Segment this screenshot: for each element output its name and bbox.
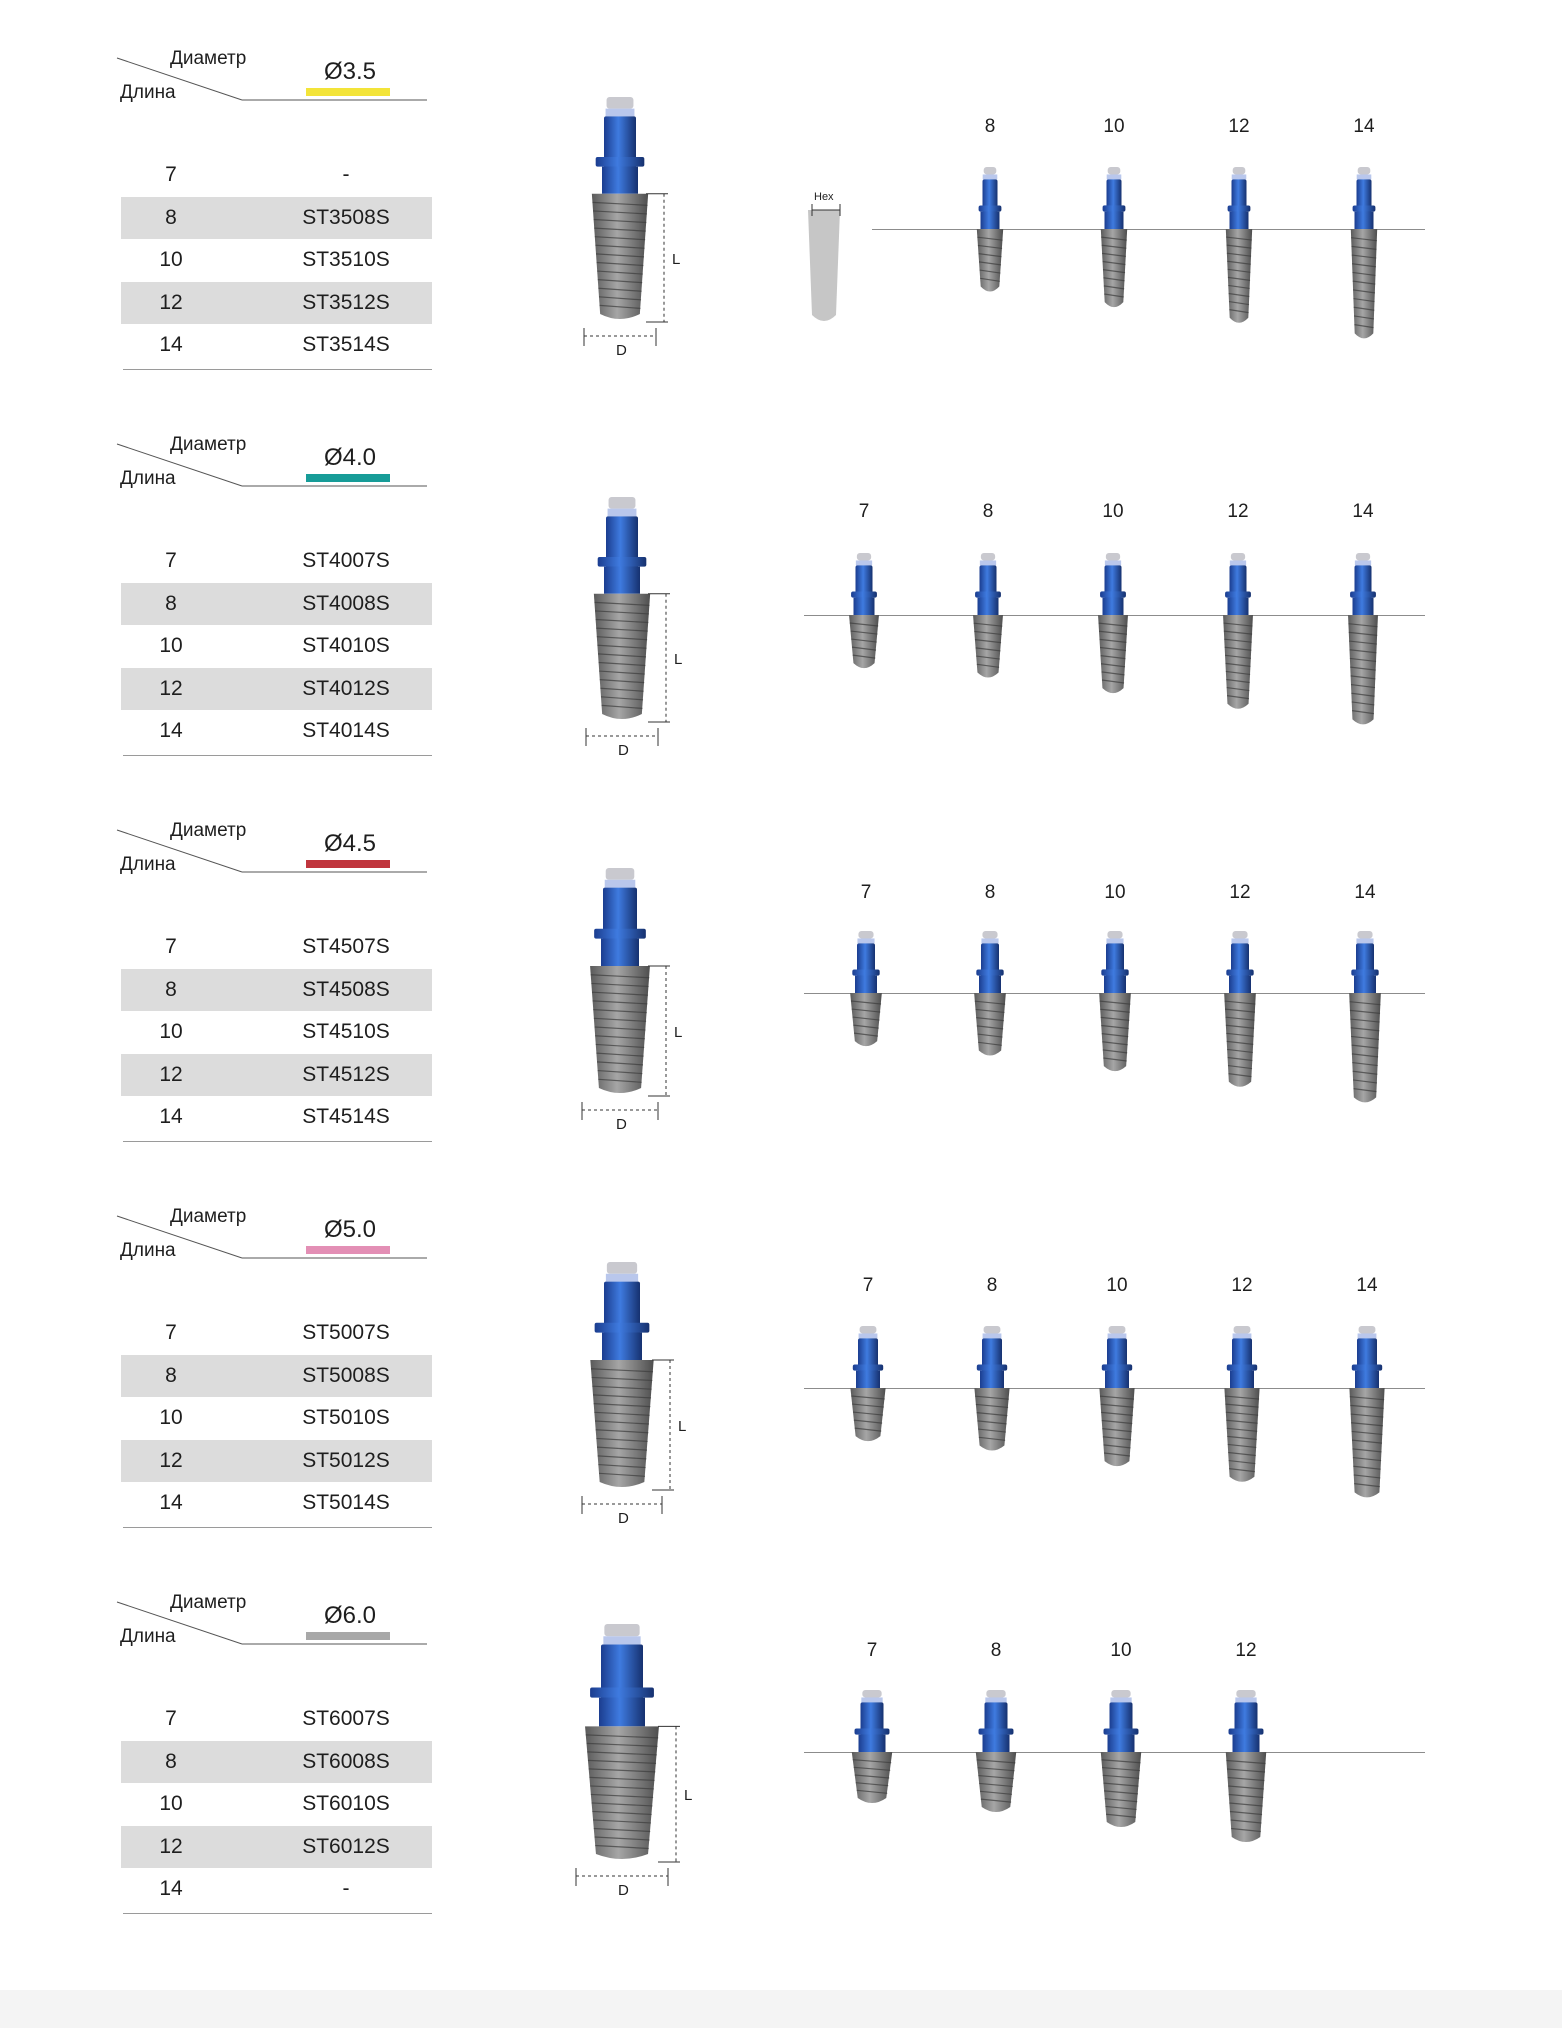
diameter-header-label: Диаметр bbox=[170, 820, 247, 841]
page-bottom-strip bbox=[0, 1990, 1562, 2028]
table-row bbox=[121, 1482, 432, 1524]
product-code-cell: ST4007S bbox=[302, 549, 390, 572]
implant-length-label: 7 bbox=[858, 501, 870, 522]
diameter-dimension-label: D bbox=[618, 742, 629, 759]
table-row bbox=[121, 154, 432, 196]
diameter-header-label: Диаметр bbox=[170, 1592, 247, 1613]
dimension-lines bbox=[578, 97, 738, 397]
length-header-label: Длина bbox=[120, 82, 176, 103]
length-cell: 7 bbox=[165, 549, 177, 572]
length-cell: 14 bbox=[159, 1105, 183, 1128]
mini-1-2 bbox=[1096, 553, 1130, 696]
table-row bbox=[121, 197, 432, 239]
table-row bbox=[121, 1826, 432, 1868]
length-cell: 10 bbox=[159, 1406, 183, 1429]
implant-length-label: 8 bbox=[984, 882, 996, 903]
implant-length-illustration bbox=[1347, 1326, 1387, 1505]
implant-length-illustration bbox=[1347, 931, 1383, 1110]
implant-length-illustration bbox=[1222, 1326, 1262, 1490]
implant-length-illustration bbox=[1097, 931, 1133, 1079]
table-row bbox=[121, 1011, 432, 1053]
implant-length-illustration bbox=[847, 553, 881, 676]
product-code-cell: ST4014S bbox=[302, 719, 390, 742]
implant-length-illustration bbox=[972, 1326, 1012, 1459]
table-row bbox=[121, 239, 432, 281]
dimension-lines bbox=[576, 1262, 736, 1562]
mini-0-3 bbox=[1349, 167, 1379, 341]
length-cell: 7 bbox=[165, 1707, 177, 1730]
table-row bbox=[121, 540, 432, 582]
mini-3-4 bbox=[1347, 1326, 1387, 1500]
implant-length-illustration bbox=[849, 1690, 895, 1811]
implant-length-label: 10 bbox=[1104, 882, 1126, 903]
diameter-dimension-label: D bbox=[616, 342, 627, 359]
mini-4-0 bbox=[849, 1690, 895, 1806]
implant-length-illustration bbox=[1349, 167, 1379, 346]
product-code-cell: ST6010S bbox=[302, 1792, 390, 1815]
mini-3-3 bbox=[1222, 1326, 1262, 1485]
length-cell: 14 bbox=[159, 333, 183, 356]
diameter-header-label: Диаметр bbox=[170, 1206, 247, 1227]
implant-length-label: 12 bbox=[1229, 882, 1251, 903]
diameter-color-bar bbox=[306, 474, 390, 482]
table-bottom-rule bbox=[123, 1913, 432, 1914]
mini-2-0 bbox=[848, 931, 884, 1049]
mini-1-0 bbox=[847, 553, 881, 671]
mini-4-3 bbox=[1223, 1690, 1269, 1845]
table-bottom-rule bbox=[123, 369, 432, 370]
length-header-label: Длина bbox=[120, 1626, 176, 1647]
diameter-value: Ø4.0 bbox=[323, 444, 377, 471]
mini-2-2 bbox=[1097, 931, 1133, 1074]
product-code-cell: ST5008S bbox=[302, 1364, 390, 1387]
diameter-dimension-label: D bbox=[616, 1116, 627, 1133]
length-dimension-label: L bbox=[674, 1024, 683, 1042]
product-code-cell: ST5010S bbox=[302, 1406, 390, 1429]
implant-length-label: 12 bbox=[1235, 1640, 1257, 1661]
table-row bbox=[121, 969, 432, 1011]
mini-0-0 bbox=[975, 167, 1005, 295]
diameter-value: Ø6.0 bbox=[323, 1602, 377, 1629]
length-dimension-label: L bbox=[672, 251, 681, 268]
table-row bbox=[121, 1096, 432, 1138]
product-code-cell: ST4507S bbox=[302, 935, 390, 958]
product-code-cell: ST3514S bbox=[302, 333, 390, 356]
diameter-header-label: Диаметр bbox=[170, 48, 247, 69]
length-cell: 8 bbox=[165, 1364, 177, 1387]
length-cell: 14 bbox=[159, 719, 183, 742]
implant-length-label: 14 bbox=[1353, 116, 1375, 137]
length-cell: 8 bbox=[165, 1750, 177, 1773]
table-row bbox=[121, 1054, 432, 1096]
mini-2-3 bbox=[1222, 931, 1258, 1090]
implant-length-label: 10 bbox=[1110, 1640, 1132, 1661]
table-row bbox=[121, 1312, 432, 1354]
diameter-section bbox=[0, 772, 1562, 1152]
length-cell: 10 bbox=[159, 634, 183, 657]
product-code-cell: ST5012S bbox=[302, 1449, 390, 1472]
mini-0-2 bbox=[1224, 167, 1254, 326]
implant-length-label: 12 bbox=[1228, 116, 1250, 137]
length-header-label: Длина bbox=[120, 854, 176, 875]
length-dimension-label: L bbox=[674, 651, 683, 668]
table-row bbox=[121, 926, 432, 968]
length-header-label: Длина bbox=[120, 1240, 176, 1261]
implant-length-label: 12 bbox=[1231, 1275, 1253, 1296]
product-code-cell: - bbox=[342, 163, 350, 186]
length-header-label: Длина bbox=[120, 468, 176, 489]
diameter-section bbox=[0, 1544, 1562, 1924]
implant-length-illustration bbox=[1221, 553, 1255, 717]
length-cell: 7 bbox=[165, 935, 177, 958]
implant-length-label: 7 bbox=[866, 1640, 878, 1661]
product-code-cell: ST4510S bbox=[302, 1020, 390, 1043]
implant-length-label: 7 bbox=[860, 882, 872, 903]
table-row bbox=[121, 1355, 432, 1397]
table-row bbox=[121, 583, 432, 625]
product-code-cell: ST5014S bbox=[302, 1491, 390, 1514]
table-bottom-rule bbox=[123, 755, 432, 756]
length-cell: 12 bbox=[159, 1449, 183, 1472]
length-dimension-label: L bbox=[684, 1787, 693, 1805]
length-cell: 12 bbox=[159, 291, 183, 314]
diameter-color-bar bbox=[306, 1632, 390, 1640]
implant-length-label: 8 bbox=[984, 116, 996, 137]
mini-2-4 bbox=[1347, 931, 1383, 1105]
table-row bbox=[121, 1741, 432, 1783]
table-bottom-rule bbox=[123, 1527, 432, 1528]
table-row bbox=[121, 1783, 432, 1825]
implant-length-label: 10 bbox=[1106, 1275, 1128, 1296]
length-cell: 10 bbox=[159, 248, 183, 271]
length-cell: 7 bbox=[165, 1321, 177, 1344]
mini-1-1 bbox=[971, 553, 1005, 681]
table-row bbox=[121, 625, 432, 667]
implant-length-illustration bbox=[1099, 167, 1129, 315]
implant-length-label: 10 bbox=[1102, 501, 1124, 522]
bone-level-line bbox=[872, 229, 1425, 230]
diameter-dimension-label: D bbox=[618, 1510, 629, 1527]
length-cell: 8 bbox=[165, 592, 177, 615]
dimension-lines bbox=[570, 1624, 730, 1924]
product-code-cell: ST6007S bbox=[302, 1707, 390, 1730]
diameter-color-bar bbox=[306, 1246, 390, 1254]
mini-1-3 bbox=[1221, 553, 1255, 712]
implant-length-illustration bbox=[972, 931, 1008, 1064]
implant-length-illustration bbox=[973, 1690, 1019, 1820]
diameter-section bbox=[0, 0, 1562, 380]
product-code-cell: ST3512S bbox=[302, 291, 390, 314]
mini-0-1 bbox=[1099, 167, 1129, 310]
product-code-cell: ST3508S bbox=[302, 206, 390, 229]
implant-length-label: 14 bbox=[1352, 501, 1374, 522]
hex-dimension-line bbox=[804, 204, 848, 216]
implant-length-label: 8 bbox=[982, 501, 994, 522]
mini-4-2 bbox=[1098, 1690, 1144, 1830]
length-cell: 12 bbox=[159, 1835, 183, 1858]
length-cell: 10 bbox=[159, 1020, 183, 1043]
implant-length-illustration bbox=[1346, 553, 1380, 732]
diameter-section bbox=[0, 1158, 1562, 1538]
table-row bbox=[121, 710, 432, 752]
length-cell: 8 bbox=[165, 206, 177, 229]
implant-length-illustration bbox=[1098, 1690, 1144, 1835]
table-row bbox=[121, 282, 432, 324]
dimension-lines bbox=[576, 868, 736, 1168]
implant-length-label: 8 bbox=[986, 1275, 998, 1296]
hex-implant-silhouette bbox=[806, 210, 842, 325]
implant-length-illustration bbox=[1222, 931, 1258, 1095]
length-cell: 14 bbox=[159, 1491, 183, 1514]
table-row bbox=[121, 324, 432, 366]
mini-1-4 bbox=[1346, 553, 1380, 727]
length-cell: 12 bbox=[159, 1063, 183, 1086]
implant-length-label: 14 bbox=[1354, 882, 1376, 903]
diameter-section bbox=[0, 386, 1562, 766]
implant-length-illustration bbox=[848, 1326, 888, 1449]
implant-length-illustration bbox=[848, 931, 884, 1054]
product-code-cell: ST4514S bbox=[302, 1105, 390, 1128]
implant-length-illustration bbox=[1097, 1326, 1137, 1474]
product-code-cell: ST5007S bbox=[302, 1321, 390, 1344]
length-cell: 12 bbox=[159, 677, 183, 700]
dimension-lines bbox=[580, 497, 740, 797]
implant-length-illustration bbox=[1224, 167, 1254, 331]
length-cell: 7 bbox=[165, 163, 177, 186]
table-bottom-rule bbox=[123, 1141, 432, 1142]
product-code-cell: ST4008S bbox=[302, 592, 390, 615]
diameter-value: Ø5.0 bbox=[323, 1216, 377, 1243]
diameter-dimension-label: D bbox=[618, 1882, 629, 1899]
implant-length-illustration bbox=[971, 553, 1005, 686]
length-cell: 10 bbox=[159, 1792, 183, 1815]
implant-length-label: 10 bbox=[1103, 116, 1125, 137]
implant-length-label: 14 bbox=[1356, 1275, 1378, 1296]
product-code-cell: ST4512S bbox=[302, 1063, 390, 1086]
table-row bbox=[121, 1440, 432, 1482]
mini-2-1 bbox=[972, 931, 1008, 1059]
implant-length-illustration bbox=[975, 167, 1005, 300]
product-code-cell: ST6012S bbox=[302, 1835, 390, 1858]
implant-length-illustration bbox=[1223, 1690, 1269, 1850]
length-cell: 8 bbox=[165, 978, 177, 1001]
implant-length-label: 8 bbox=[990, 1640, 1002, 1661]
implant-length-label: 7 bbox=[862, 1275, 874, 1296]
diameter-color-bar bbox=[306, 88, 390, 96]
product-code-cell: ST4012S bbox=[302, 677, 390, 700]
product-code-cell: - bbox=[342, 1877, 350, 1900]
diameter-value: Ø4.5 bbox=[323, 830, 377, 857]
implant-length-label: 12 bbox=[1227, 501, 1249, 522]
mini-3-1 bbox=[972, 1326, 1012, 1454]
product-code-cell: ST4508S bbox=[302, 978, 390, 1001]
product-code-cell: ST6008S bbox=[302, 1750, 390, 1773]
hex-label: Hex bbox=[814, 191, 834, 203]
table-row bbox=[121, 1397, 432, 1439]
diameter-value: Ø3.5 bbox=[323, 58, 377, 85]
length-dimension-label: L bbox=[678, 1418, 687, 1436]
table-row bbox=[121, 1698, 432, 1740]
diameter-color-bar bbox=[306, 860, 390, 868]
diameter-header-label: Диаметр bbox=[170, 434, 247, 455]
table-row bbox=[121, 1868, 432, 1910]
implant-length-illustration bbox=[1096, 553, 1130, 701]
product-code-cell: ST3510S bbox=[302, 248, 390, 271]
length-cell: 14 bbox=[159, 1877, 183, 1900]
product-code-cell: ST4010S bbox=[302, 634, 390, 657]
mini-3-0 bbox=[848, 1326, 888, 1444]
mini-4-1 bbox=[973, 1690, 1019, 1815]
mini-3-2 bbox=[1097, 1326, 1137, 1469]
table-row bbox=[121, 668, 432, 710]
